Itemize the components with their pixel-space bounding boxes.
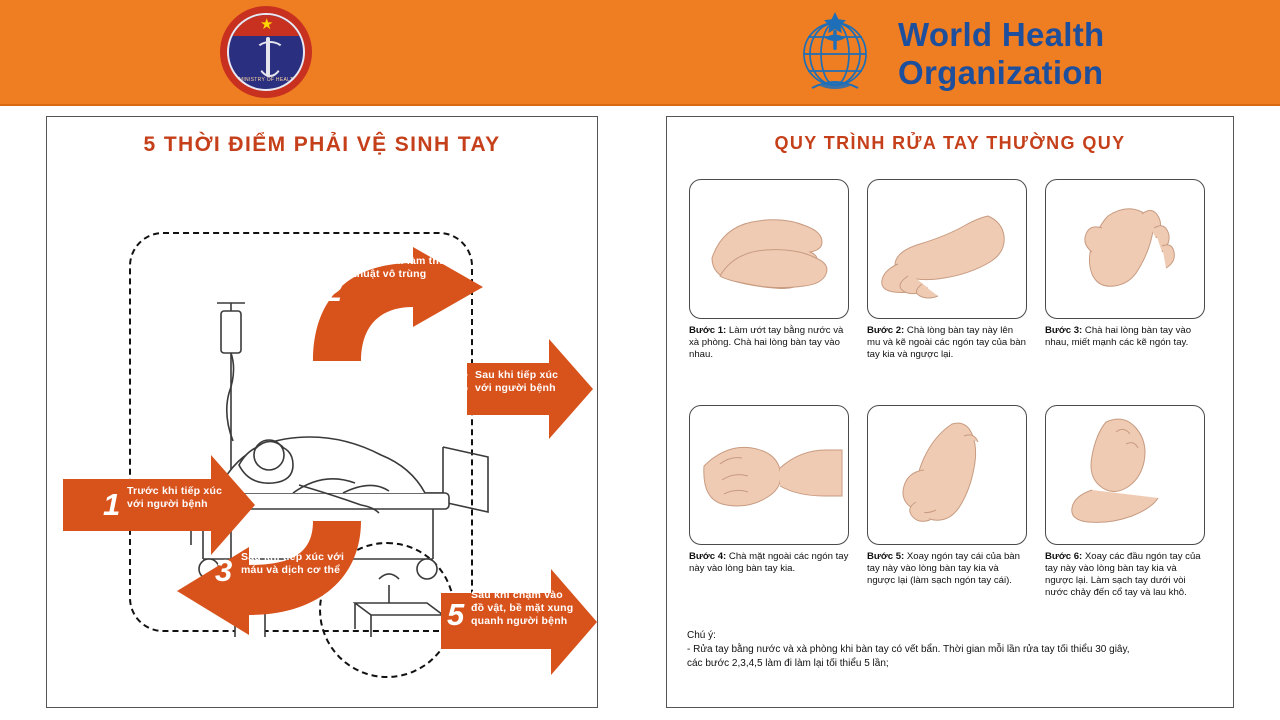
step-5-caption	[867, 551, 1027, 587]
moment-1-number: 1	[103, 487, 121, 522]
handwash-procedure-panel	[666, 116, 1234, 708]
step-4-label: Bước 4:	[689, 551, 727, 562]
moment-2-line1: Trước khi làm thủ	[353, 255, 446, 267]
step-1-image	[689, 179, 849, 319]
moment-2-number: 2	[325, 273, 343, 308]
moment-4-line1: Sau khi tiếp xúc	[475, 369, 559, 381]
right-panel-title: QUY TRÌNH RỬA TAY THƯỜNG QUY	[774, 133, 1126, 153]
moment-5-line2: đồ vật, bề mặt xung	[471, 602, 574, 614]
moment-3-line2: máu và dịch cơ thể	[241, 564, 341, 576]
moment-4-number: 4	[451, 367, 469, 402]
who-emblem-icon	[790, 8, 880, 96]
step-5-text: Xoay ngón tay cái của bàn tay này vào lòng bàn tay kia và ngược lại (làm sạch ngón tay cái).	[867, 551, 1020, 586]
moment-4-line2: với người bệnh	[475, 382, 556, 394]
moment-5-line3: quanh người bệnh	[471, 615, 568, 627]
moment-2-line2: thuật vô trùng	[353, 268, 427, 280]
step-4	[689, 405, 849, 575]
note-block	[687, 629, 1215, 671]
moment-3-line1: Sau khi tiếp xúc với	[241, 551, 345, 563]
step-3-label: Bước 3:	[1045, 325, 1083, 336]
note-title: Chú ý:	[687, 630, 716, 641]
note-line-2: các bước 2,3,4,5 làm đi làm lại tối thiểu 5 lần;	[687, 658, 889, 669]
step-5	[867, 405, 1027, 587]
step-2	[867, 179, 1027, 361]
step-4-text: Chà mặt ngoài các ngón tay này vào lòng bàn tay kia.	[689, 551, 849, 574]
step-6-image	[1045, 405, 1205, 545]
moment-1-line1: Trước khi tiếp xúc	[127, 485, 223, 497]
moment-1-line2: với người bệnh	[127, 498, 208, 510]
step-3-text: Chà hai lòng bàn tay vào nhau, miết mạnh các kẽ ngón tay.	[1045, 325, 1192, 348]
step-2-caption	[867, 325, 1027, 361]
step-1	[689, 179, 849, 361]
step-4-image	[689, 405, 849, 545]
step-3-caption	[1045, 325, 1205, 349]
moment-3-label	[241, 551, 365, 577]
step-6-text: Xoay các đầu ngón tay của tay này vào lòng bàn tay kia và ngược lại. Làm sạch tay dưới vòi nước chảy đến cổ tay và lau khô.	[1045, 551, 1201, 598]
moment-3-arrow	[157, 511, 387, 643]
who-name-line2: Organization	[898, 54, 1104, 91]
who-logo-block	[790, 8, 1140, 96]
asclepius-snake-icon	[255, 41, 285, 77]
header-bar	[0, 0, 1280, 106]
moment-1-label	[127, 485, 237, 511]
moment-4-label	[475, 369, 585, 395]
five-moments-panel	[46, 116, 598, 708]
who-name-line1: World Health	[898, 16, 1105, 53]
step-2-label: Bước 2:	[867, 325, 905, 336]
step-2-text: Chà lòng bàn tay này lên mu và kẽ ngoài các ngón tay của bàn tay kia và ngược lại.	[867, 325, 1026, 360]
who-wordmark	[898, 16, 1105, 92]
moment-5-number: 5	[447, 597, 465, 632]
step-1-caption	[689, 325, 849, 361]
moment-5-label	[471, 589, 589, 628]
moment-2-label	[353, 255, 471, 281]
moh-inner-disc	[227, 13, 305, 91]
step-2-image	[867, 179, 1027, 319]
step-3	[1045, 179, 1205, 349]
moment-3-number: 3	[215, 553, 233, 588]
star-icon: ★	[260, 16, 274, 33]
step-5-image	[867, 405, 1027, 545]
step-3-image	[1045, 179, 1205, 319]
note-line-1: - Rửa tay bằng nước và xà phòng khi bàn tay có vết bẩn. Thời gian mỗi lần rửa tay tối thiểu 30 giây,	[687, 644, 1130, 655]
ministry-of-health-logo	[220, 6, 312, 98]
step-6-label: Bước 6:	[1045, 551, 1083, 562]
step-1-label: Bước 1:	[689, 325, 727, 336]
moment-5-line1: Sau khi chạm vào	[471, 589, 563, 601]
moh-caption: MINISTRY OF HEALTH	[238, 77, 298, 83]
step-1-text: Làm ướt tay bằng nước và xà phòng. Chà hai lòng bàn tay vào nhau.	[689, 325, 844, 360]
left-panel-title: 5 THỜI ĐIỂM PHẢI VỆ SINH TAY	[143, 133, 501, 156]
step-6	[1045, 405, 1205, 599]
step-6-caption	[1045, 551, 1205, 599]
step-4-caption	[689, 551, 849, 575]
step-5-label: Bước 5:	[867, 551, 905, 562]
